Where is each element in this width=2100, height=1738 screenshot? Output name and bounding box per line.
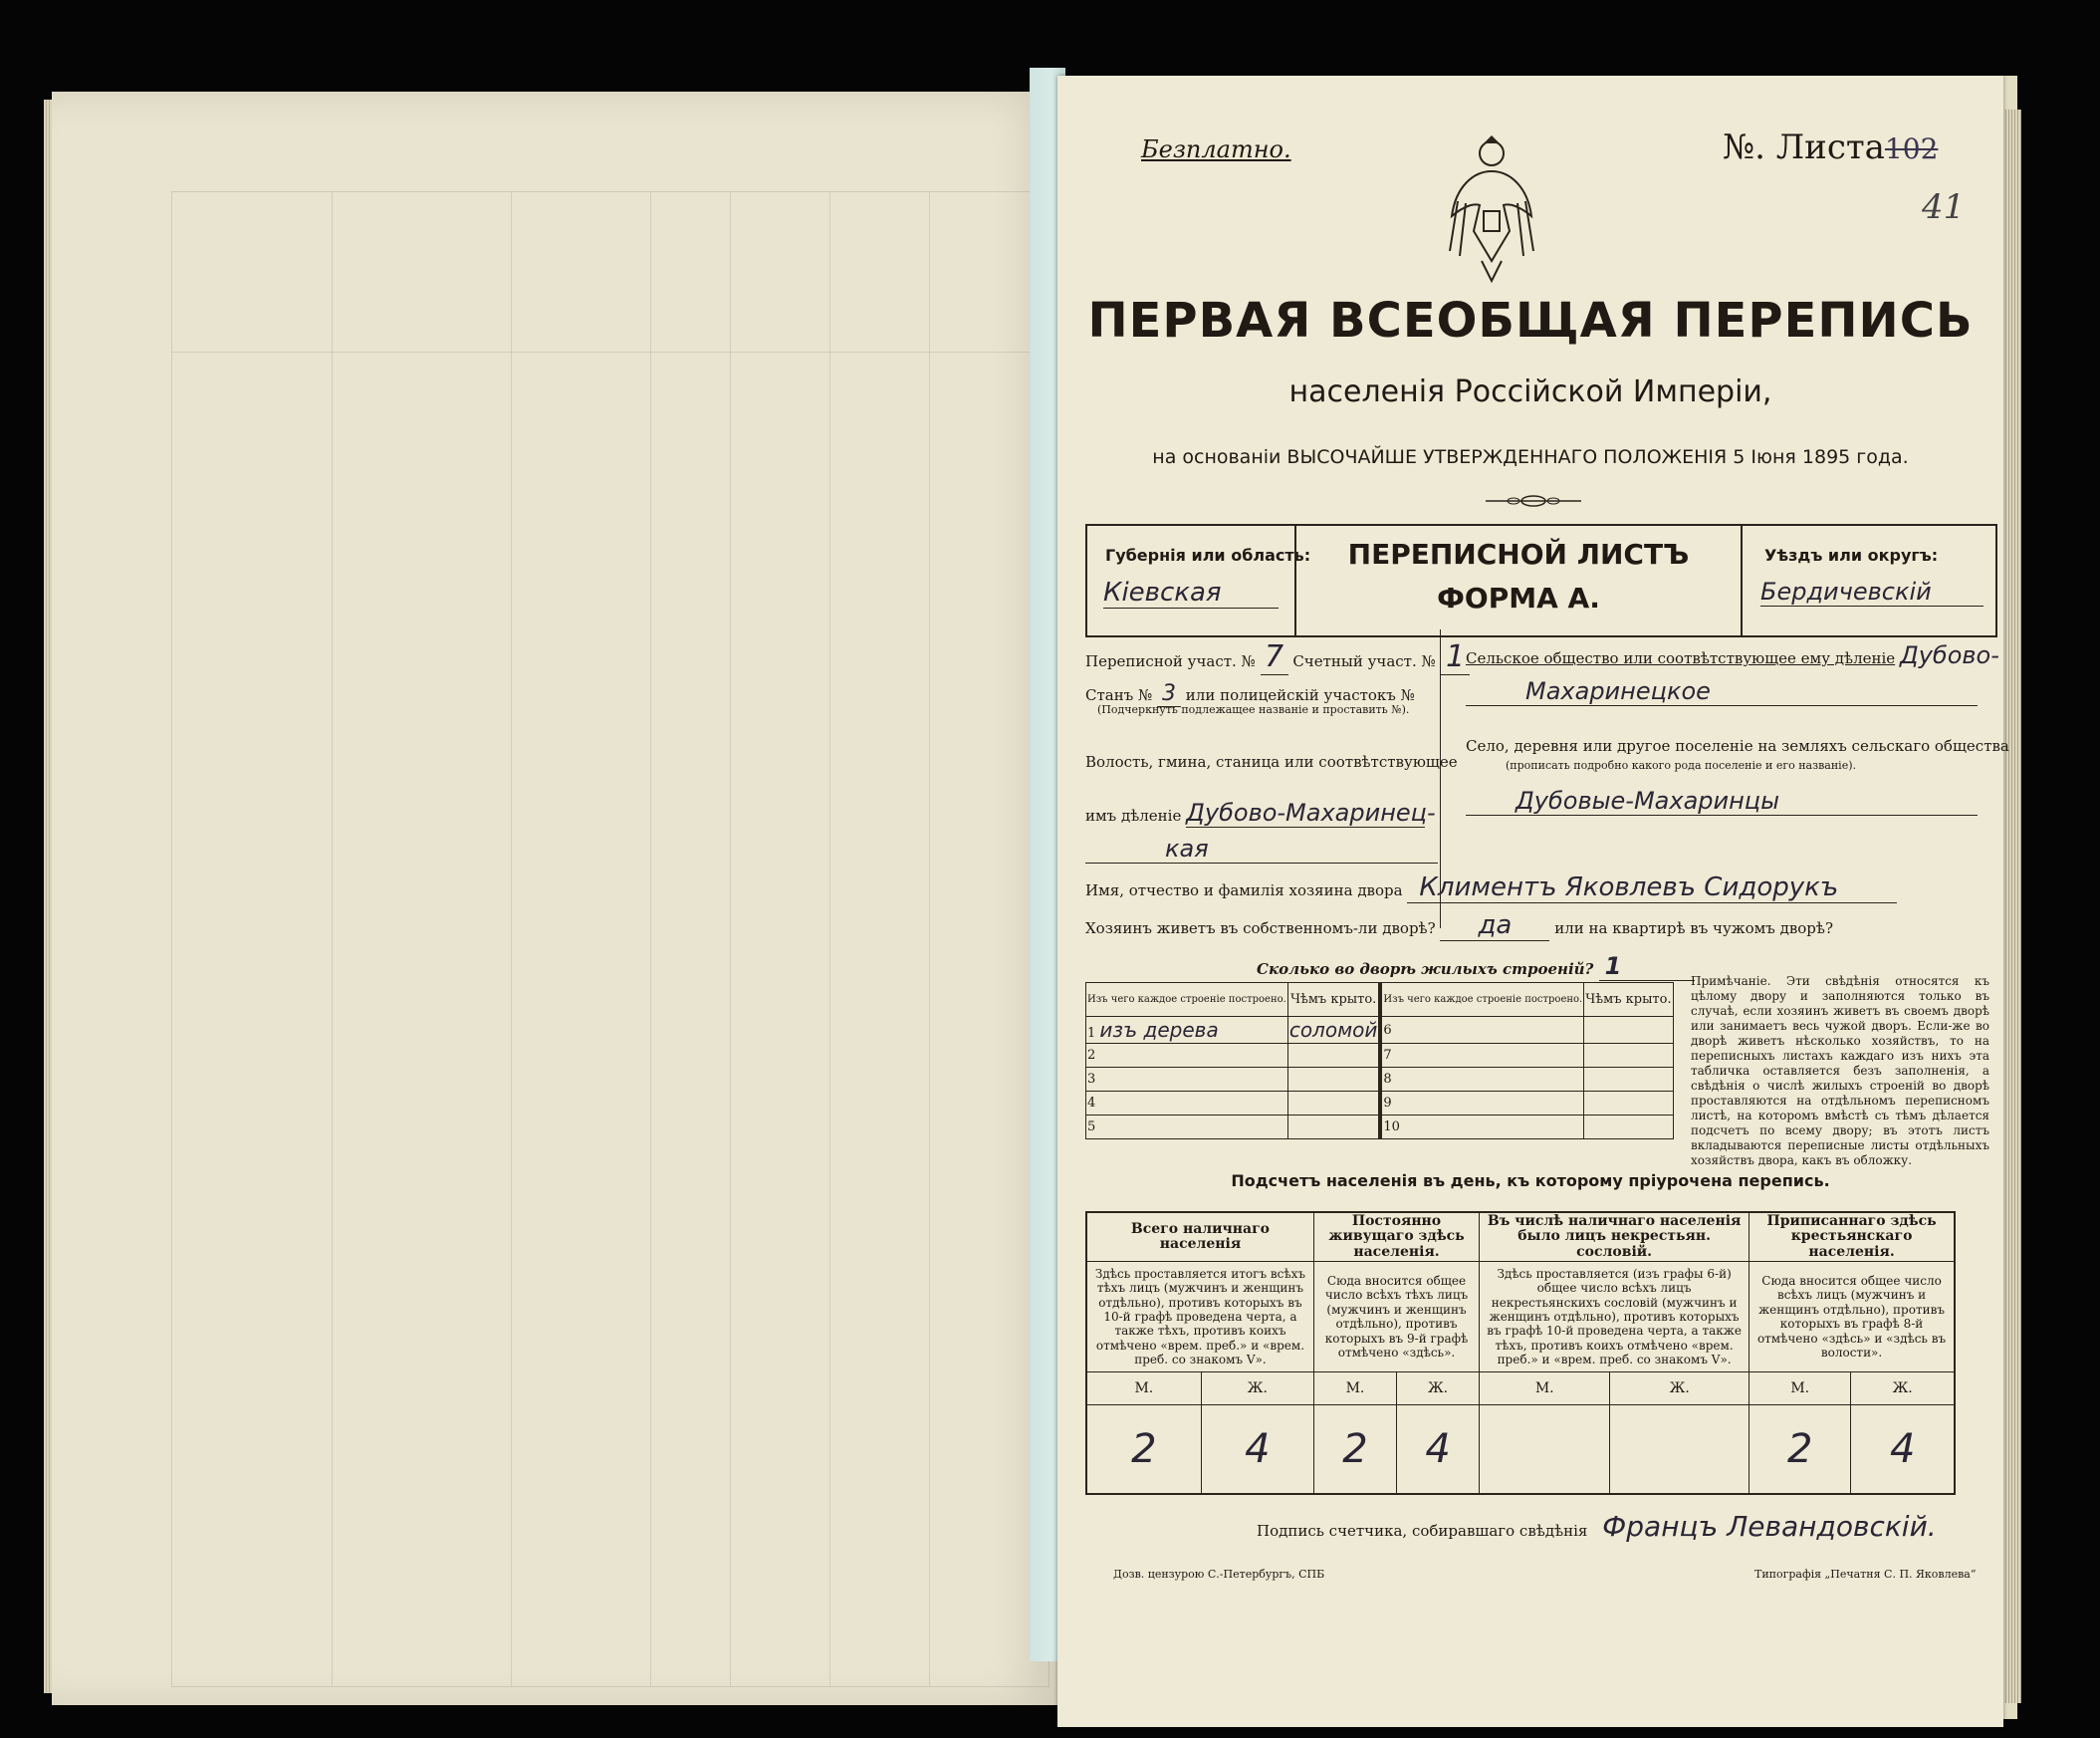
sheet-number-label: №. Листа102 — [1723, 127, 1939, 167]
population-header-total: Всего наличнаго населенія — [1086, 1212, 1313, 1262]
lives-row: Хозяинъ живетъ въ собственномъ-ли дворѣ? да или на квартирѣ въ чужомъ дворѣ? — [1085, 910, 1833, 940]
province-value: Кіевская — [1103, 578, 1279, 609]
col-female: Ж. — [1610, 1372, 1750, 1405]
population-desc-non-peasant: Здѣсь проставляется (изъ графы 6-й) общее число всѣхъ лицъ некрестьянскихъ сословій (мужчинъ и женщинъ отдѣльно), противъ которыхъ въ графѣ 10-й проведена черта, а также тѣхъ, противъ коихъ отмѣчено «врем. преб.» и «врем. преб. со знакомъ V». — [1480, 1262, 1750, 1372]
buildings-row-3: 3 8 — [1086, 1068, 1674, 1092]
value-permanent-male: 2 — [1313, 1405, 1396, 1495]
form-header-box — [1085, 524, 1997, 637]
signature-row: Подпись счетчика, собиравшаго свѣдѣнія Францъ Левандовскій. — [1257, 1510, 1937, 1543]
pencil-page-number: 41 — [1922, 187, 1966, 227]
village-value: Дубовые-Махаринцы — [1466, 787, 1978, 816]
col-male: М. — [1750, 1372, 1851, 1405]
signature-value: Францъ Левандовскій. — [1602, 1510, 1937, 1543]
population-header-permanent: Постоянно живущаго здѣсь населенія. — [1313, 1212, 1479, 1262]
community-row: Сельское общество или соотвѣтствующее ему дѣленіе Дубово- — [1466, 641, 1999, 669]
village-note: (прописать подробно какого рода поселеніе и его названіе). — [1506, 759, 1856, 772]
value-total-female: 4 — [1201, 1405, 1313, 1495]
imperial-eagle-emblem — [1444, 131, 1539, 291]
volost-value-cont: кая — [1085, 835, 1438, 864]
population-desc-peasant: Сюда вносится общее число всѣхъ лицъ (мужчинъ и женщинъ отдѣльно), противъ которыхъ въ графѣ 8-й отмѣчено «здѣсь» и «здѣсь въ волости». — [1750, 1262, 1955, 1372]
bleed-through-grid — [171, 191, 1050, 1687]
buildings-row: Сколько во дворѣ жилыхъ строеній? 1 — [1257, 952, 1695, 981]
community-value-cont: Махаринецкое — [1466, 677, 1978, 706]
ornament-divider — [1486, 494, 1581, 508]
province-label: Губернія или область: — [1105, 546, 1311, 565]
value-non-peasant-male — [1480, 1405, 1610, 1495]
census-district-row: Переписной участ. № 7 Счетный участ. № 1 — [1085, 639, 1470, 675]
buildings-note: Примѣчаніе. Эти свѣдѣнія относятся къ цѣлому двору и заполняются только въ случаѣ, если хозяинъ живетъ въ своемъ дворѣ или занимаетъ весь чужой дворъ. Если-же во дворѣ живетъ нѣсколько хозяйствъ, то на переписныхъ листахъ каждаго изъ нихъ эта табличка оставляется безъ заполненія, а свѣдѣнія о числѣ жилыхъ строеній во дворѣ проставляются на отдѣльномъ переписномъ листѣ, на которомъ вмѣстѣ съ тѣмъ дѣлается подсчетъ по всему двору; въ этотъ листъ вкладываются переписные листы отдѣльныхъ хозяйствъ двора, какъ въ обложку. — [1691, 974, 1989, 1167]
buildings-value: 1 — [1599, 952, 1695, 981]
value-total-male: 2 — [1086, 1405, 1201, 1495]
buildings-row-4: 4 9 — [1086, 1092, 1674, 1116]
population-header-peasant: Приписаннаго здѣсь крестьянскаго населенія. — [1750, 1212, 1955, 1262]
population-header-non-peasant: Въ числѣ наличнаго населенія было лицъ некрестьян. сословій. — [1480, 1212, 1750, 1262]
right-page-stack-edge — [2003, 110, 2021, 1703]
form-a-title: ФОРМА А. — [1437, 582, 1600, 615]
population-desc-permanent: Сюда вносится общее число всѣхъ тѣхъ лицъ (мужчинъ и женщинъ отдѣльно), противъ которыхъ въ 9-й графѣ отмѣчено «здѣсь». — [1313, 1262, 1479, 1372]
col-female: Ж. — [1851, 1372, 1955, 1405]
population-table — [1085, 1211, 1956, 1495]
col-female: Ж. — [1397, 1372, 1480, 1405]
stan-row: Станъ № 3 или полицейскій участокъ № — [1085, 681, 1415, 706]
stan-value: 3 — [1157, 681, 1181, 707]
footer-printer: Типографія „Печатня С. П. Яковлева“ — [1754, 1568, 1977, 1581]
underline-note: (Подчеркнуть подлежащее названіе и проставить №). — [1097, 703, 1410, 716]
building-roof-value: соломой — [1288, 1018, 1378, 1042]
volost-row: имъ дѣленіе Дубово-Махаринец- — [1085, 799, 1436, 827]
buildings-col-material-2: Изъ чего каждое строеніе построено. — [1382, 983, 1584, 1017]
volost-value: Дубово-Махаринец- — [1186, 799, 1436, 827]
legal-basis-line: на основаніи ВЫСОЧАЙШЕ УТВЕРЖДЕННАГО ПОЛОЖЕНІЯ 5 Іюня 1895 года. — [1152, 446, 1909, 468]
community-value: Дубово- — [1899, 641, 1999, 669]
owner-row: Имя, отчество и фамилія хозяина двора Климентъ Яковлевъ Сидорукъ — [1085, 872, 1897, 903]
sheet-number-value: 102 — [1884, 132, 1939, 165]
count-district-value: 1 — [1440, 639, 1470, 675]
buildings-row-1: 1 изъ дерева соломой 6 — [1086, 1017, 1674, 1044]
value-peasant-male: 2 — [1750, 1405, 1851, 1495]
col-male: М. — [1480, 1372, 1610, 1405]
village-label: Село, деревня или другое поселеніе на земляхъ сельскаго общества — [1466, 737, 2009, 755]
buildings-row-2: 2 7 — [1086, 1044, 1674, 1068]
district-label: Уѣздъ или округъ: — [1764, 546, 1939, 565]
building-material-value: изъ дерева — [1099, 1018, 1219, 1042]
owner-value: Климентъ Яковлевъ Сидорукъ — [1407, 872, 1897, 903]
census-district-value: 7 — [1261, 639, 1288, 675]
free-label: Безплатно. — [1141, 135, 1291, 163]
value-peasant-female: 4 — [1851, 1405, 1955, 1495]
form-header-center — [1294, 526, 1743, 635]
lives-value: да — [1440, 910, 1549, 941]
col-male: М. — [1313, 1372, 1396, 1405]
col-female: Ж. — [1201, 1372, 1313, 1405]
value-permanent-female: 4 — [1397, 1405, 1480, 1495]
form-title: ПЕРВАЯ ВСЕОБЩАЯ ПЕРЕПИСЬ — [1087, 293, 1974, 349]
form-subtitle: населенія Россійской Имперіи, — [1288, 374, 1772, 409]
sheet-title: ПЕРЕПИСНОЙ ЛИСТЪ — [1347, 538, 1690, 571]
left-page-back — [52, 92, 1057, 1705]
buildings-col-material: Изъ чего каждое строеніе построено. — [1086, 983, 1288, 1017]
buildings-row-5: 5 10 — [1086, 1116, 1674, 1139]
population-title: Подсчетъ населенія въ день, къ которому пріурочена перепись. — [1231, 1171, 1830, 1190]
district-value: Бердичевскій — [1760, 578, 1983, 607]
col-male: М. — [1086, 1372, 1201, 1405]
buildings-col-roof-2: Чѣмъ крыто. — [1584, 983, 1673, 1017]
volost-label: Волость, гмина, станица или соотвѣтствующее — [1085, 753, 1458, 771]
population-desc-total: Здѣсь проставляется итогъ всѣхъ тѣхъ лицъ (мужчинъ и женщинъ отдѣльно), противъ которыхъ въ 10-й графѣ проведена черта, а также тѣхъ, противъ коихъ отмѣчено «врем. преб.» и «врем. преб. со знакомъ V». — [1086, 1262, 1313, 1372]
buildings-col-roof: Чѣмъ крыто. — [1287, 983, 1379, 1017]
footer-censorship: Дозв. цензурою С.-Петербургъ, СПБ — [1113, 1568, 1325, 1581]
value-non-peasant-female — [1610, 1405, 1750, 1495]
buildings-table — [1085, 982, 1674, 1139]
census-form — [1057, 76, 2009, 1727]
